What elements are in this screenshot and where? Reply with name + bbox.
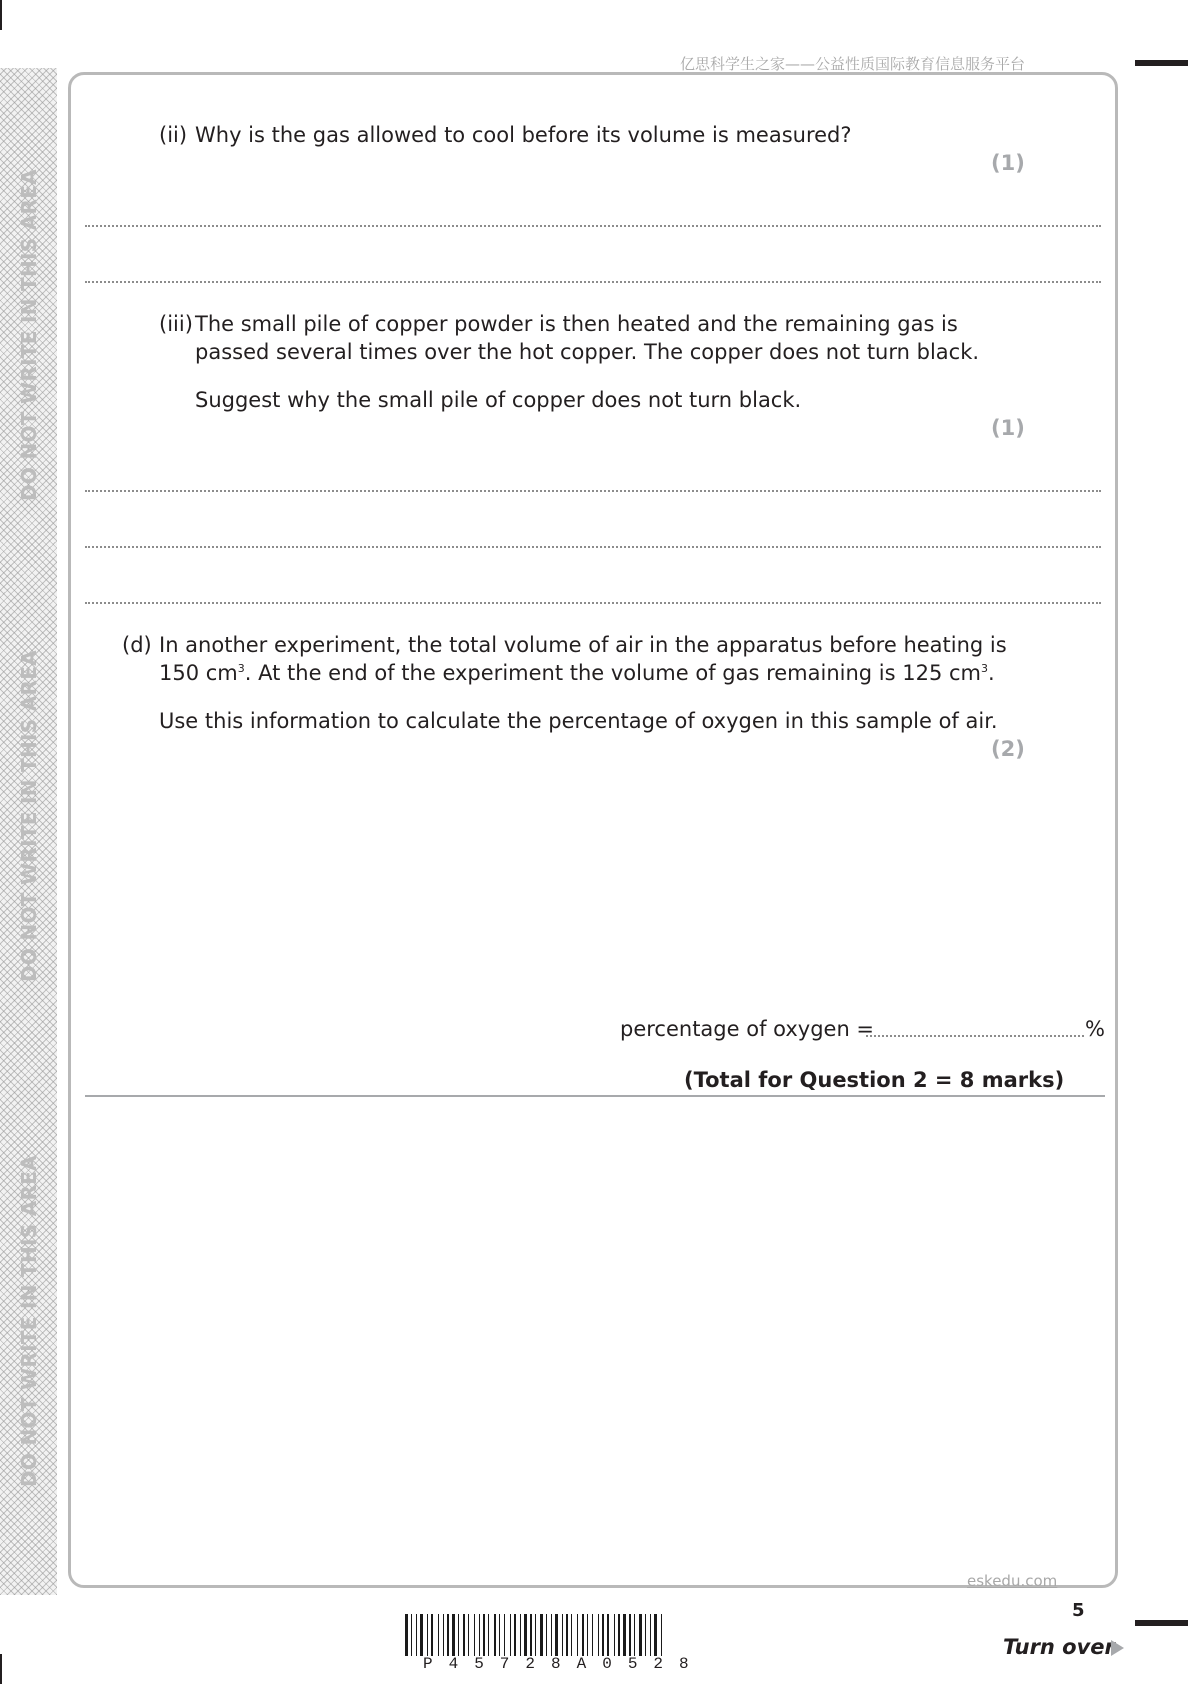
question-d bbox=[122, 631, 1007, 659]
barcode-bar bbox=[540, 1614, 543, 1656]
barcode-bar bbox=[602, 1614, 604, 1656]
barcode-bar bbox=[474, 1614, 475, 1656]
barcode-bar bbox=[661, 1614, 662, 1656]
barcode-bar bbox=[499, 1614, 500, 1656]
question-text: The small pile of copper powder is then heated and the remaining gas is bbox=[195, 312, 958, 336]
marks-label: (1) bbox=[991, 151, 1025, 175]
answer-blank[interactable] bbox=[866, 1035, 1084, 1037]
barcode-bar bbox=[645, 1614, 646, 1656]
content-frame bbox=[68, 72, 1118, 1588]
barcode-bar bbox=[524, 1614, 527, 1656]
barcode-bar bbox=[504, 1614, 505, 1656]
crop-mark bbox=[1135, 1620, 1188, 1626]
barcode-bar bbox=[629, 1614, 631, 1656]
marks-label: (1) bbox=[991, 416, 1025, 440]
question-text: In another experiment, the total volume of air in the apparatus before heating is bbox=[159, 633, 1007, 657]
barcode-bar bbox=[452, 1614, 455, 1656]
barcode-bar bbox=[520, 1614, 521, 1656]
barcode-bar bbox=[431, 1614, 433, 1656]
barcode-bar bbox=[535, 1614, 536, 1656]
barcode-bar bbox=[546, 1614, 547, 1656]
barcode-bar bbox=[551, 1614, 552, 1656]
answer-line[interactable] bbox=[85, 225, 1101, 227]
barcode-bar bbox=[577, 1614, 578, 1656]
marks-label: (2) bbox=[991, 737, 1025, 761]
question-number: (d) bbox=[122, 633, 152, 657]
barcode-bar bbox=[582, 1614, 584, 1656]
section-divider bbox=[85, 1095, 1105, 1097]
margin-notice-middle: DO NOT WRITE IN THIS AREA bbox=[17, 650, 41, 982]
barcode-bar bbox=[654, 1614, 657, 1656]
question-text-line2: passed several times over the hot copper. The copper does not turn black. bbox=[195, 340, 980, 364]
answer-line[interactable] bbox=[85, 281, 1101, 283]
barcode-bar bbox=[494, 1614, 496, 1656]
question-text-line2 bbox=[159, 659, 995, 687]
answer-line[interactable] bbox=[85, 490, 1101, 492]
barcode-bar bbox=[598, 1614, 599, 1656]
barcode-bar bbox=[405, 1614, 408, 1656]
barcode-bar bbox=[416, 1614, 417, 1656]
crop-mark bbox=[1135, 60, 1188, 66]
barcode-bar bbox=[623, 1614, 626, 1656]
header-watermark: 亿思科学生之家——公益性质国际教育信息服务平台 bbox=[680, 55, 1026, 73]
turn-over-label: Turn over bbox=[1003, 1635, 1115, 1659]
barcode-bar bbox=[634, 1614, 635, 1656]
barcode-bar bbox=[488, 1614, 489, 1656]
crop-mark bbox=[0, 0, 2, 30]
barcode-bar bbox=[420, 1614, 423, 1656]
margin-notice-top: DO NOT WRITE IN THIS AREA bbox=[17, 169, 41, 501]
barcode-bar bbox=[514, 1614, 516, 1656]
superscript: 3 bbox=[237, 662, 245, 675]
barcode-bar bbox=[411, 1614, 412, 1656]
site-watermark: eskedu.com bbox=[967, 1572, 1058, 1590]
barcode-bar bbox=[650, 1614, 651, 1656]
question-iii bbox=[159, 310, 958, 338]
text-run: . At the end of the experiment the volume of gas remaining is 125 cm bbox=[244, 661, 982, 685]
question-instruction: Use this information to calculate the percentage of oxygen in this sample of air. bbox=[159, 709, 998, 733]
barcode-bar bbox=[479, 1614, 480, 1656]
margin-notice-bottom: DO NOT WRITE IN THIS AREA bbox=[17, 1155, 41, 1487]
barcode-bar bbox=[607, 1614, 609, 1656]
text-run: . bbox=[988, 661, 995, 685]
barcode-bar bbox=[483, 1614, 485, 1656]
barcode-bar bbox=[447, 1614, 449, 1656]
barcode-bar bbox=[463, 1614, 465, 1656]
answer-line[interactable] bbox=[85, 546, 1101, 548]
barcode-bar bbox=[592, 1614, 593, 1656]
barcode bbox=[405, 1614, 813, 1656]
barcode-bar bbox=[427, 1614, 428, 1656]
barcode-bar bbox=[562, 1614, 563, 1656]
page-number: 5 bbox=[1072, 1600, 1085, 1621]
total-marks: (Total for Question 2 = 8 marks) bbox=[684, 1068, 1065, 1092]
barcode-bar bbox=[566, 1614, 568, 1656]
superscript: 3 bbox=[981, 662, 989, 675]
answer-line[interactable] bbox=[85, 602, 1101, 604]
question-text: Why is the gas allowed to cool before its volume is measured? bbox=[195, 123, 852, 147]
barcode-bar bbox=[587, 1614, 588, 1656]
question-number: (ii) bbox=[159, 123, 188, 147]
question-ii bbox=[159, 121, 852, 149]
answer-label: percentage of oxygen = bbox=[620, 1017, 875, 1041]
barcode-bar bbox=[438, 1614, 439, 1656]
text-run: 150 cm bbox=[159, 661, 238, 685]
question-instruction: Suggest why the small pile of copper does not turn black. bbox=[195, 388, 802, 412]
barcode-bar bbox=[443, 1614, 444, 1656]
barcode-bar bbox=[510, 1614, 511, 1656]
barcode-bar bbox=[468, 1614, 469, 1656]
barcode-digits: P45728A0528 bbox=[423, 1655, 705, 1673]
answer-unit: % bbox=[1085, 1017, 1105, 1041]
arrow-right-icon bbox=[1111, 1640, 1124, 1656]
crop-mark bbox=[0, 1654, 2, 1684]
barcode-bar bbox=[614, 1614, 615, 1656]
barcode-bar bbox=[458, 1614, 459, 1656]
barcode-bar bbox=[618, 1614, 620, 1656]
barcode-bar bbox=[639, 1614, 642, 1656]
question-number: (iii) bbox=[159, 312, 193, 336]
barcode-bar bbox=[555, 1614, 558, 1656]
barcode-bar bbox=[530, 1614, 532, 1656]
barcode-bar bbox=[571, 1614, 572, 1656]
